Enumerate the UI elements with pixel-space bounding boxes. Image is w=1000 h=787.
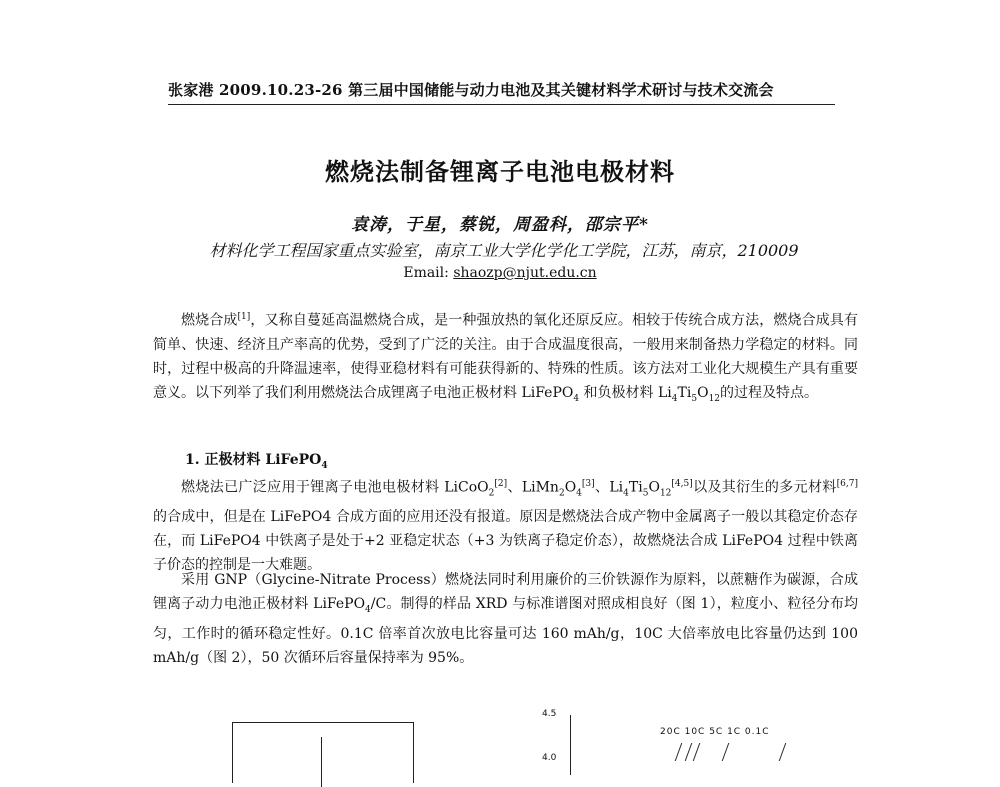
paper-title: 燃烧法制备锂离子电池电极材料 [325, 158, 675, 186]
curve-10c [685, 743, 693, 761]
section1-paragraph-1: 燃烧法已广泛应用于锂离子电池电极材料 LiCoO$_2$[2]、$LiMn_2O_4[3]$、$Li_4Ti_5O_{12}[4,5]$以及其衍生的多元材料[6,7]的合成中，但是在 LiFePO4 合成方面的应用还没有报道。原因是燃烧法合成产物中金属离子一般以其稳定价态存在，而 LiFePO4 中铁离子是处于+2 亚稳定状态（+3 为铁离子稳定价态），故燃烧法合成 LiFePO4 过程中铁离子价态的控制是一大难题。 [153, 479, 859, 574]
rate-legend: 20C 10C 5C 1C 0.1C [660, 727, 770, 737]
y-tick-label: 4.5 [542, 709, 557, 719]
author-list: 袁涛，于星，蔡锐，周盈科，邵宗平* [351, 215, 649, 235]
y-axis [570, 715, 571, 775]
figure-1-peak-line [321, 737, 322, 787]
section1-paragraph-2: 采用 GNP（Glycine-Nitrate Process）燃烧法同时利用廉价的三价铁源作为原料，以蔗糖作为碳源，合成锂离子动力电池正极材料 LiFePO$_4$/C。制得的样品 XRD 与标准谱图对照成相良好（图 1），粒度小、粒径分布均匀，工作时的循环稳定性好。0.1C 倍率首次放电比容量可达 160 mAh/g，10C 大倍率放电比容量仍达到 100 mAh/g（图 2），50 次循环后容量保持率为 95%。 [153, 572, 858, 666]
curve-0-1c [779, 743, 787, 761]
conference-header: 张家港 2009.10.23-26 第三届中国储能与动力电池及其关键材料学术研讨与技术交流会 [168, 79, 835, 105]
email-link[interactable]: shaozp@njut.edu.cn [453, 265, 597, 281]
affiliation: 材料化学工程国家重点实验室，南京工业大学化学化工学院，江苏，南京，210009 [209, 241, 799, 260]
figure-1-xrd [232, 722, 414, 783]
intro-paragraph: 燃烧合成[1]，又称自蔓延高温燃烧合成，是一种强放热的氧化还原反应。相较于传统合成方法，燃烧合成具有简单、快速、经济且产率高的优势，受到了广泛的关注。由于合成温度很高，一般用来制备热力学稳定的材料。同时，过程中极高的升降温速率，使得亚稳材料有可能获得新的、特殊的性质。该方法对工业化大规模生产具有重要意义。以下列举了我们利用燃烧法合成锂离子电池正极材料 LiFePO$_4$ 和负极材料 $Li_4Ti_5O_{12}$的过程及特点。 [153, 312, 859, 404]
section-heading-1: 1. 正极材料 LiFePO$_4$ [185, 452, 328, 471]
curve-5c [722, 743, 730, 761]
email-line [0, 265, 1000, 281]
curve-10c-b [693, 743, 701, 761]
curve-20c [675, 743, 683, 761]
figure-2-discharge-curves [520, 705, 820, 765]
y-tick-label: 4.0 [542, 753, 557, 763]
email-label: Email: [403, 265, 454, 281]
